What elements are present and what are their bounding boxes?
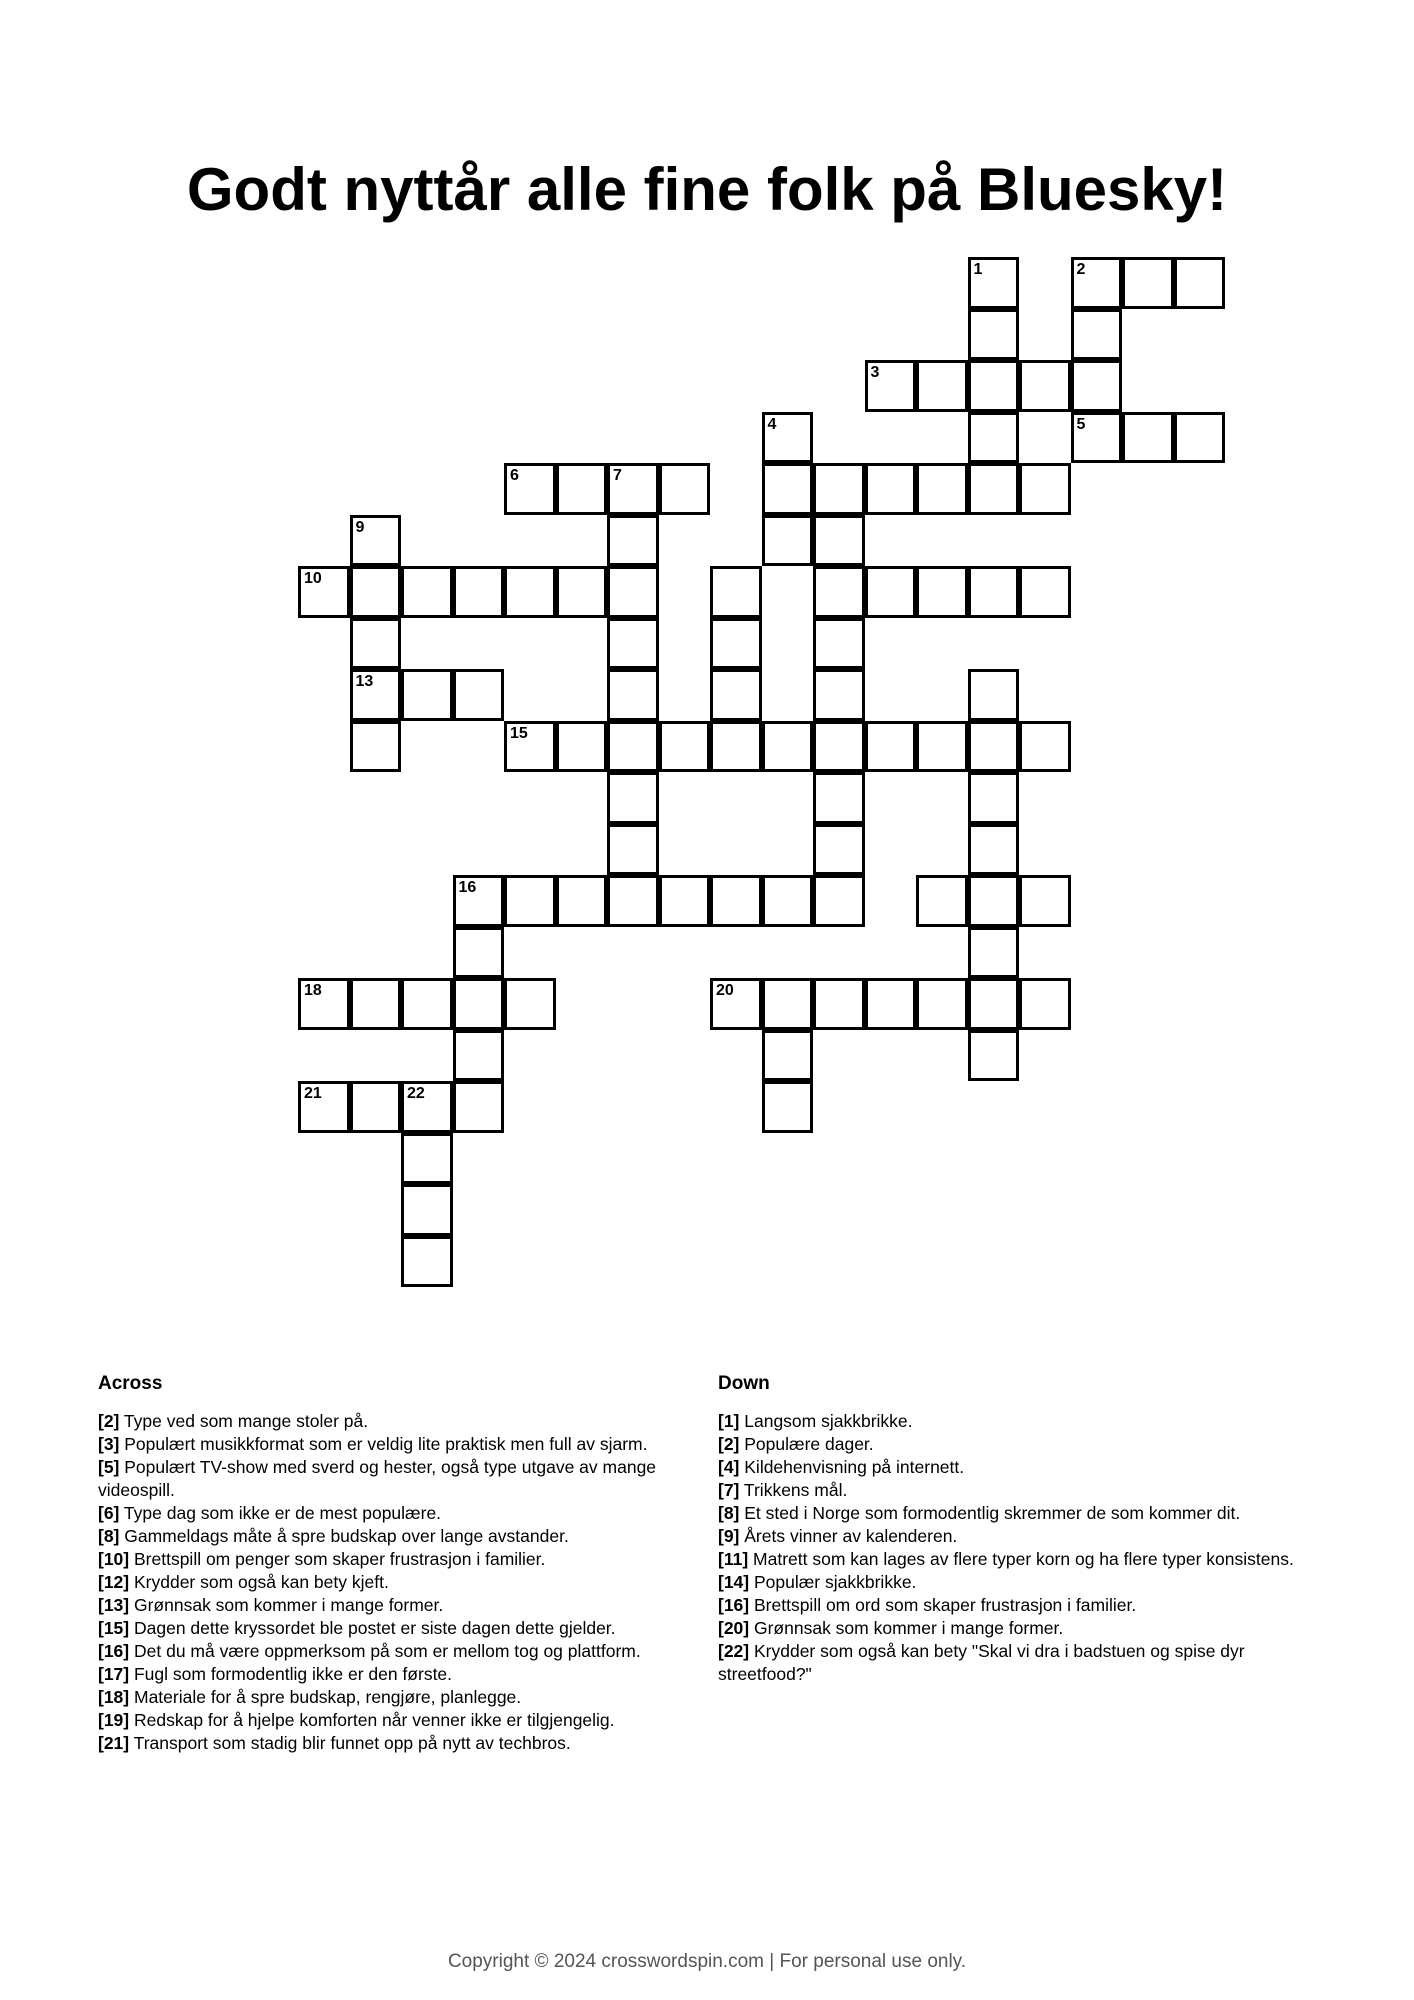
grid-cell[interactable] bbox=[401, 1133, 453, 1185]
across-clue bbox=[98, 1640, 708, 1663]
grid-cell[interactable] bbox=[762, 515, 814, 567]
grid-cell[interactable] bbox=[762, 1081, 814, 1133]
grid-cell[interactable] bbox=[813, 875, 865, 927]
clue-text: Langsom sjakkbrikke. bbox=[739, 1411, 913, 1431]
grid-cell[interactable] bbox=[710, 721, 762, 773]
grid-cell[interactable] bbox=[453, 566, 505, 618]
grid-cell[interactable] bbox=[453, 669, 505, 721]
clue-id: [8] bbox=[718, 1503, 740, 1523]
clue-text: Type ved som mange stoler på. bbox=[119, 1411, 369, 1431]
grid-cell[interactable] bbox=[762, 412, 814, 464]
clue-number: 16 bbox=[458, 879, 477, 896]
clue-id: [2] bbox=[718, 1434, 740, 1454]
clue-number: 5 bbox=[1076, 415, 1086, 433]
down-clue bbox=[718, 1433, 1328, 1456]
clue-number: 9 bbox=[355, 518, 365, 536]
grid-cell[interactable] bbox=[710, 875, 762, 927]
grid-cell[interactable] bbox=[762, 1030, 814, 1082]
grid-cell[interactable] bbox=[710, 978, 762, 1030]
grid-cell[interactable] bbox=[762, 875, 814, 927]
grid-cell[interactable] bbox=[916, 566, 968, 618]
clue-id: [16] bbox=[718, 1595, 750, 1615]
clue-id: [3] bbox=[98, 1434, 120, 1454]
grid-cell[interactable] bbox=[968, 772, 1020, 824]
clue-id: [16] bbox=[98, 1641, 130, 1661]
grid-cell[interactable] bbox=[813, 566, 865, 618]
down-clue bbox=[718, 1525, 1328, 1548]
clue-text: Populære dager. bbox=[739, 1434, 874, 1454]
grid-cell[interactable] bbox=[401, 1184, 453, 1236]
clue-text: Krydder som også kan bety kjeft. bbox=[129, 1572, 389, 1592]
clue-text: Brettspill om penger som skaper frustrasjon i familier. bbox=[129, 1549, 546, 1569]
grid-cell[interactable] bbox=[504, 875, 556, 927]
grid-cell[interactable] bbox=[1019, 875, 1071, 927]
clue-number: 22 bbox=[407, 1085, 425, 1102]
grid-cell[interactable] bbox=[968, 721, 1020, 773]
grid-cell[interactable] bbox=[710, 618, 762, 670]
grid-cell[interactable] bbox=[813, 824, 865, 876]
clue-number: 13 bbox=[355, 673, 374, 690]
grid-cell[interactable] bbox=[453, 978, 505, 1030]
grid-cell[interactable] bbox=[1071, 360, 1123, 412]
across-clue bbox=[98, 1594, 708, 1617]
clue-number: 18 bbox=[304, 982, 322, 999]
grid-cell[interactable] bbox=[865, 360, 917, 412]
grid-cell[interactable] bbox=[1019, 721, 1071, 773]
grid-cell[interactable] bbox=[916, 360, 968, 412]
across-heading: Across bbox=[98, 1373, 163, 1394]
down-clue bbox=[718, 1617, 1328, 1640]
grid-cell[interactable] bbox=[762, 721, 814, 773]
grid-cell[interactable] bbox=[916, 463, 968, 515]
clue-text: Gammeldags måte å spre budskap over lange avstander. bbox=[119, 1526, 569, 1546]
grid-cell[interactable] bbox=[659, 875, 711, 927]
grid-cell[interactable] bbox=[1122, 412, 1174, 464]
grid-cell[interactable] bbox=[968, 669, 1020, 721]
grid-cell[interactable] bbox=[298, 978, 350, 1030]
clue-number: 7 bbox=[613, 467, 622, 484]
clue-number: 21 bbox=[304, 1085, 322, 1102]
clue-text: Dagen dette kryssordet ble postet er siste dagen dette gjelder. bbox=[129, 1618, 616, 1638]
grid-cell[interactable] bbox=[865, 721, 917, 773]
down-clue bbox=[718, 1410, 1328, 1433]
clue-text: Redskap for å hjelpe komforten når venner ikke er tilgjengelig. bbox=[129, 1710, 615, 1730]
grid-cell[interactable] bbox=[710, 566, 762, 618]
clue-text: Brettspill om ord som skaper frustrasjon i familier. bbox=[749, 1595, 1137, 1615]
grid-cell[interactable] bbox=[968, 566, 1020, 618]
grid-cell[interactable] bbox=[1174, 412, 1226, 464]
grid-cell[interactable] bbox=[968, 978, 1020, 1030]
grid-cell[interactable] bbox=[350, 978, 402, 1030]
grid-cell[interactable] bbox=[1071, 412, 1123, 464]
grid-cell[interactable] bbox=[762, 978, 814, 1030]
across-clue bbox=[98, 1709, 708, 1732]
page-title: Godt nyttår alle fine folk på Bluesky! bbox=[186, 156, 1228, 224]
clue-text: Kildehenvisning på internett. bbox=[739, 1457, 965, 1477]
down-clue bbox=[718, 1502, 1328, 1525]
across-clue bbox=[98, 1502, 708, 1525]
grid-cell[interactable] bbox=[813, 772, 865, 824]
grid-cell[interactable] bbox=[504, 721, 556, 773]
grid-cell[interactable] bbox=[1019, 463, 1071, 515]
across-clue bbox=[98, 1456, 708, 1502]
grid-cell[interactable] bbox=[968, 927, 1020, 979]
grid-cell[interactable] bbox=[865, 463, 917, 515]
clue-id: [10] bbox=[98, 1549, 130, 1569]
clue-number: 1 bbox=[973, 261, 983, 278]
grid-cell[interactable] bbox=[1019, 978, 1071, 1030]
across-clue bbox=[98, 1433, 708, 1456]
copyright-footer: Copyright © 2024 crosswordspin.com | For personal use only. bbox=[447, 1951, 967, 1972]
grid-cell[interactable] bbox=[968, 360, 1020, 412]
clue-text: Trikkens mål. bbox=[739, 1480, 848, 1500]
grid-cell[interactable] bbox=[298, 566, 350, 618]
grid-cell[interactable] bbox=[453, 927, 505, 979]
clue-text: Det du må være oppmerksom på som er mellom tog og plattform. bbox=[129, 1641, 641, 1661]
grid-cell[interactable] bbox=[453, 1030, 505, 1082]
grid-cell[interactable] bbox=[607, 669, 659, 721]
grid-cell[interactable] bbox=[968, 463, 1020, 515]
grid-cell[interactable] bbox=[916, 978, 968, 1030]
clue-text: Grønnsak som kommer i mange former. bbox=[129, 1595, 444, 1615]
clue-number: 20 bbox=[716, 982, 734, 999]
clue-id: [20] bbox=[718, 1618, 750, 1638]
down-clue bbox=[718, 1548, 1328, 1571]
grid-cell[interactable] bbox=[968, 257, 1020, 309]
grid-cell[interactable] bbox=[762, 463, 814, 515]
grid-cell[interactable] bbox=[865, 978, 917, 1030]
clue-number: 10 bbox=[304, 570, 322, 587]
grid-cell[interactable] bbox=[298, 1081, 350, 1133]
grid-cell[interactable] bbox=[813, 618, 865, 670]
clue-id: [18] bbox=[98, 1687, 130, 1707]
grid-cell[interactable] bbox=[813, 669, 865, 721]
grid-cell[interactable] bbox=[865, 566, 917, 618]
grid-cell[interactable] bbox=[710, 669, 762, 721]
across-clue bbox=[98, 1617, 708, 1640]
across-clue bbox=[98, 1525, 708, 1548]
down-clue bbox=[718, 1479, 1328, 1502]
grid-cell[interactable] bbox=[968, 309, 1020, 361]
down-clue bbox=[718, 1640, 1328, 1686]
down-clue bbox=[718, 1456, 1328, 1479]
grid-cell[interactable] bbox=[607, 772, 659, 824]
grid-cell[interactable] bbox=[350, 515, 402, 567]
grid-cell[interactable] bbox=[556, 875, 608, 927]
clue-text: Matrett som kan lages av flere typer korn og ha flere typer konsistens. bbox=[748, 1549, 1294, 1569]
grid-cell[interactable] bbox=[1071, 257, 1123, 309]
clue-id: [4] bbox=[718, 1457, 740, 1477]
grid-cell[interactable] bbox=[401, 669, 453, 721]
clue-id: [14] bbox=[718, 1572, 750, 1592]
grid-cell[interactable] bbox=[350, 669, 402, 721]
clue-id: [19] bbox=[98, 1710, 130, 1730]
grid-cell[interactable] bbox=[350, 721, 402, 773]
grid-cell[interactable] bbox=[1019, 566, 1071, 618]
clue-id: [5] bbox=[98, 1457, 120, 1477]
across-clue-list bbox=[98, 1410, 708, 1755]
grid-cell[interactable] bbox=[968, 824, 1020, 876]
across-clue bbox=[98, 1571, 708, 1594]
clue-number: 4 bbox=[767, 415, 777, 433]
grid-cell[interactable] bbox=[813, 721, 865, 773]
grid-cell[interactable] bbox=[504, 978, 556, 1030]
grid-cell[interactable] bbox=[1122, 257, 1174, 309]
grid-cell[interactable] bbox=[607, 875, 659, 927]
grid-cell[interactable] bbox=[916, 875, 968, 927]
down-clue-list bbox=[718, 1410, 1328, 1686]
grid-cell[interactable] bbox=[350, 566, 402, 618]
clue-text: Materiale for å spre budskap, rengjøre, planlegge. bbox=[129, 1687, 522, 1707]
grid-cell[interactable] bbox=[607, 566, 659, 618]
grid-cell[interactable] bbox=[607, 721, 659, 773]
grid-cell[interactable] bbox=[556, 721, 608, 773]
clue-id: [12] bbox=[98, 1572, 130, 1592]
grid-cell[interactable] bbox=[350, 618, 402, 670]
down-heading: Down bbox=[718, 1373, 770, 1394]
grid-cell[interactable] bbox=[504, 566, 556, 618]
clue-id: [9] bbox=[718, 1526, 740, 1546]
across-clue bbox=[98, 1663, 708, 1686]
down-clue bbox=[718, 1594, 1328, 1617]
clue-number: 2 bbox=[1076, 261, 1086, 278]
clue-text: Grønnsak som kommer i mange former. bbox=[749, 1618, 1064, 1638]
clue-text: Fugl som formodentlig ikke er den første. bbox=[129, 1664, 453, 1684]
clue-id: [8] bbox=[98, 1526, 120, 1546]
across-clue bbox=[98, 1732, 708, 1755]
across-clue bbox=[98, 1548, 708, 1571]
clue-id: [1] bbox=[718, 1411, 740, 1431]
down-clue bbox=[718, 1571, 1328, 1594]
grid-cell[interactable] bbox=[350, 1081, 402, 1133]
grid-cell[interactable] bbox=[607, 824, 659, 876]
clue-text: Transport som stadig blir funnet opp på nytt av techbros. bbox=[129, 1733, 571, 1753]
grid-cell[interactable] bbox=[401, 978, 453, 1030]
clue-number: 15 bbox=[510, 724, 528, 742]
grid-cell[interactable] bbox=[453, 1081, 505, 1133]
grid-cell[interactable] bbox=[401, 1081, 453, 1133]
down-clues bbox=[718, 1372, 1328, 1686]
clue-id: [11] bbox=[718, 1549, 749, 1569]
grid-cell[interactable] bbox=[1174, 257, 1226, 309]
across-clues bbox=[98, 1372, 708, 1755]
grid-cell[interactable] bbox=[659, 721, 711, 773]
grid-cell[interactable] bbox=[1019, 360, 1071, 412]
grid-cell[interactable] bbox=[813, 978, 865, 1030]
grid-cell[interactable] bbox=[1071, 309, 1123, 361]
clue-text: Et sted i Norge som formodentlig skremmer de som kommer dit. bbox=[739, 1503, 1241, 1523]
clue-number: 3 bbox=[870, 364, 880, 381]
clue-text: Type dag som ikke er de mest populære. bbox=[119, 1503, 442, 1523]
clue-id: [13] bbox=[98, 1595, 130, 1615]
clue-text: Årets vinner av kalenderen. bbox=[739, 1526, 958, 1546]
clue-text: Populær sjakkbrikke. bbox=[749, 1572, 917, 1592]
clue-text: Populært musikkformat som er veldig lite praktisk men full av sjarm. bbox=[119, 1434, 648, 1454]
grid-cell[interactable] bbox=[607, 515, 659, 567]
clue-id: [15] bbox=[98, 1618, 130, 1638]
grid-cell[interactable] bbox=[453, 875, 505, 927]
grid-cell[interactable] bbox=[813, 515, 865, 567]
clue-id: [17] bbox=[98, 1664, 130, 1684]
grid-cell[interactable] bbox=[504, 463, 556, 515]
grid-cell[interactable] bbox=[813, 463, 865, 515]
clue-text: Krydder som også kan bety "Skal vi dra i badstuen og spise dyr streetfood?" bbox=[718, 1641, 1245, 1684]
grid-cell[interactable] bbox=[556, 463, 608, 515]
clue-id: [2] bbox=[98, 1411, 120, 1431]
grid-cell[interactable] bbox=[968, 1030, 1020, 1082]
clue-id: [21] bbox=[98, 1733, 130, 1753]
grid-cell[interactable] bbox=[556, 566, 608, 618]
clue-id: [6] bbox=[98, 1503, 120, 1523]
across-clue bbox=[98, 1686, 708, 1709]
clue-text: Populært TV-show med sverd og hester, også type utgave av mange videospill. bbox=[98, 1457, 657, 1500]
grid-cell[interactable] bbox=[607, 463, 659, 515]
across-clue bbox=[98, 1410, 708, 1433]
clue-id: [7] bbox=[718, 1480, 740, 1500]
grid-cell[interactable] bbox=[916, 721, 968, 773]
grid-cell[interactable] bbox=[968, 412, 1020, 464]
grid-cell[interactable] bbox=[401, 1236, 453, 1288]
grid-cell[interactable] bbox=[659, 463, 711, 515]
grid-cell[interactable] bbox=[607, 618, 659, 670]
grid-cell[interactable] bbox=[401, 566, 453, 618]
grid-cell[interactable] bbox=[968, 875, 1020, 927]
clue-id: [22] bbox=[718, 1641, 750, 1661]
clue-number: 6 bbox=[510, 467, 519, 484]
